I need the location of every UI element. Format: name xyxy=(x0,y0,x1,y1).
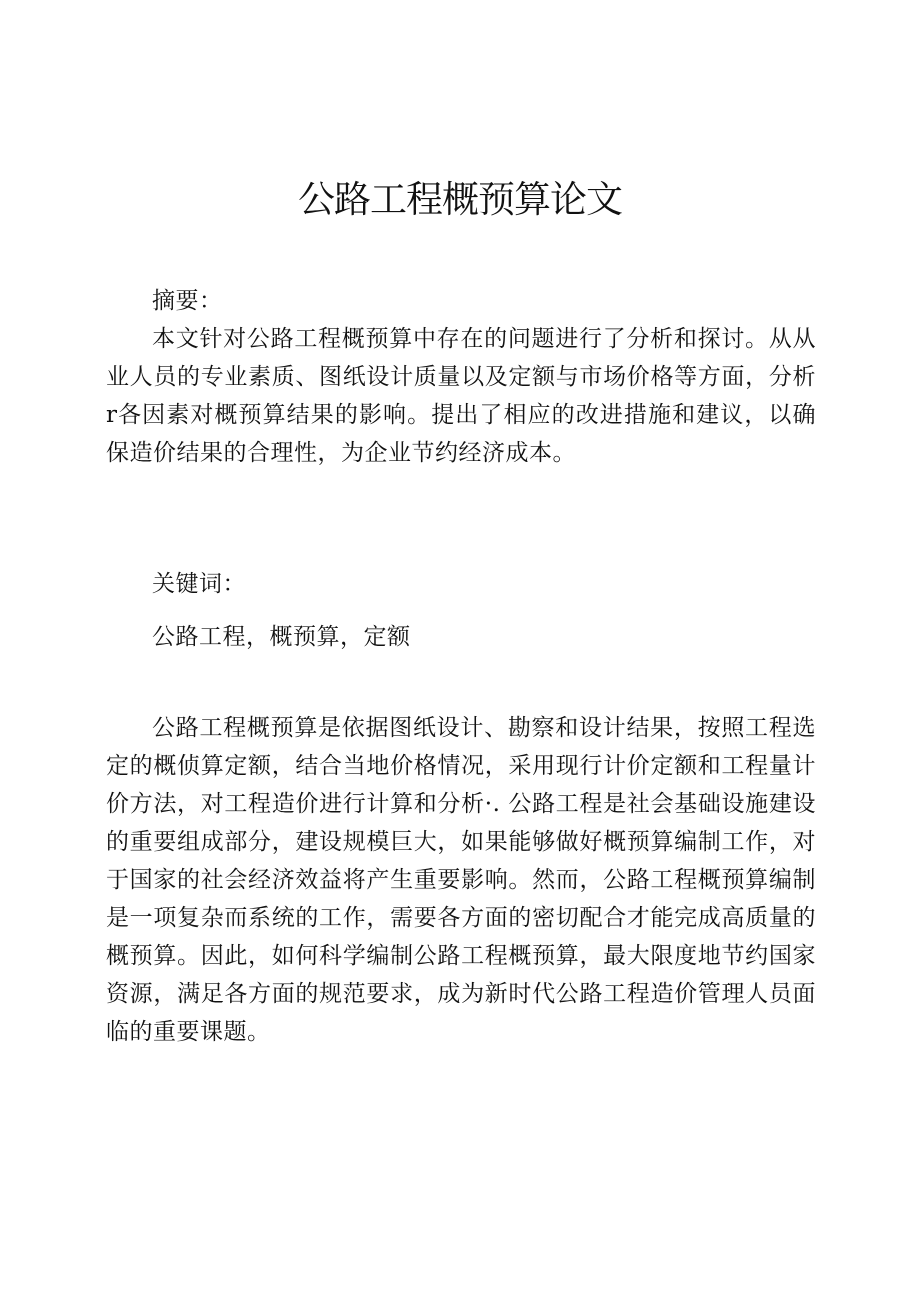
abstract-section xyxy=(106,282,816,472)
abstract-heading: 摘要： xyxy=(152,288,223,314)
abstract-body: 本文针对公路工程概预算中存在的问题进行了分析和探讨。从从业人员的专业素质、图纸设计质量以及定额与市场价格等方面，分析r各因素对概预算结果的影响。提出了相应的改进措施和建议，以确保造价结果的合理性，为企业节约经济成本。 xyxy=(106,326,816,466)
document-title: 公路工程概预算论文 xyxy=(298,178,622,221)
introduction-body: 公路工程概预算是依据图纸设计、勘察和设计结果，按照工程选定的概侦算定额，结合当地价格情况，采用现行计价定额和工程量计价方法，对工程造价进行计算和分析·. 公路工程是社会基础设施建设的重要组成部分，建设规模巨大，如果能够做好概预算编制工作，对于国家的社会经济效益将产生重要影响。然而，公路工程概预算编制是一项复杂而系统的工作，需要各方面的密切配合才能完成高质量的概预算。因此，如何科学编制公路工程概预算，最大限度地节约国家资源，满足各方面的规范要求，成为新时代公路工程造价管理人员面临的重要课题。 xyxy=(106,715,816,1045)
keywords-heading: 关键词： xyxy=(152,571,246,597)
keywords-body: 公路工程，概预算，定额 xyxy=(152,624,411,650)
keywords-section xyxy=(106,565,816,656)
introduction-section xyxy=(106,709,816,1051)
